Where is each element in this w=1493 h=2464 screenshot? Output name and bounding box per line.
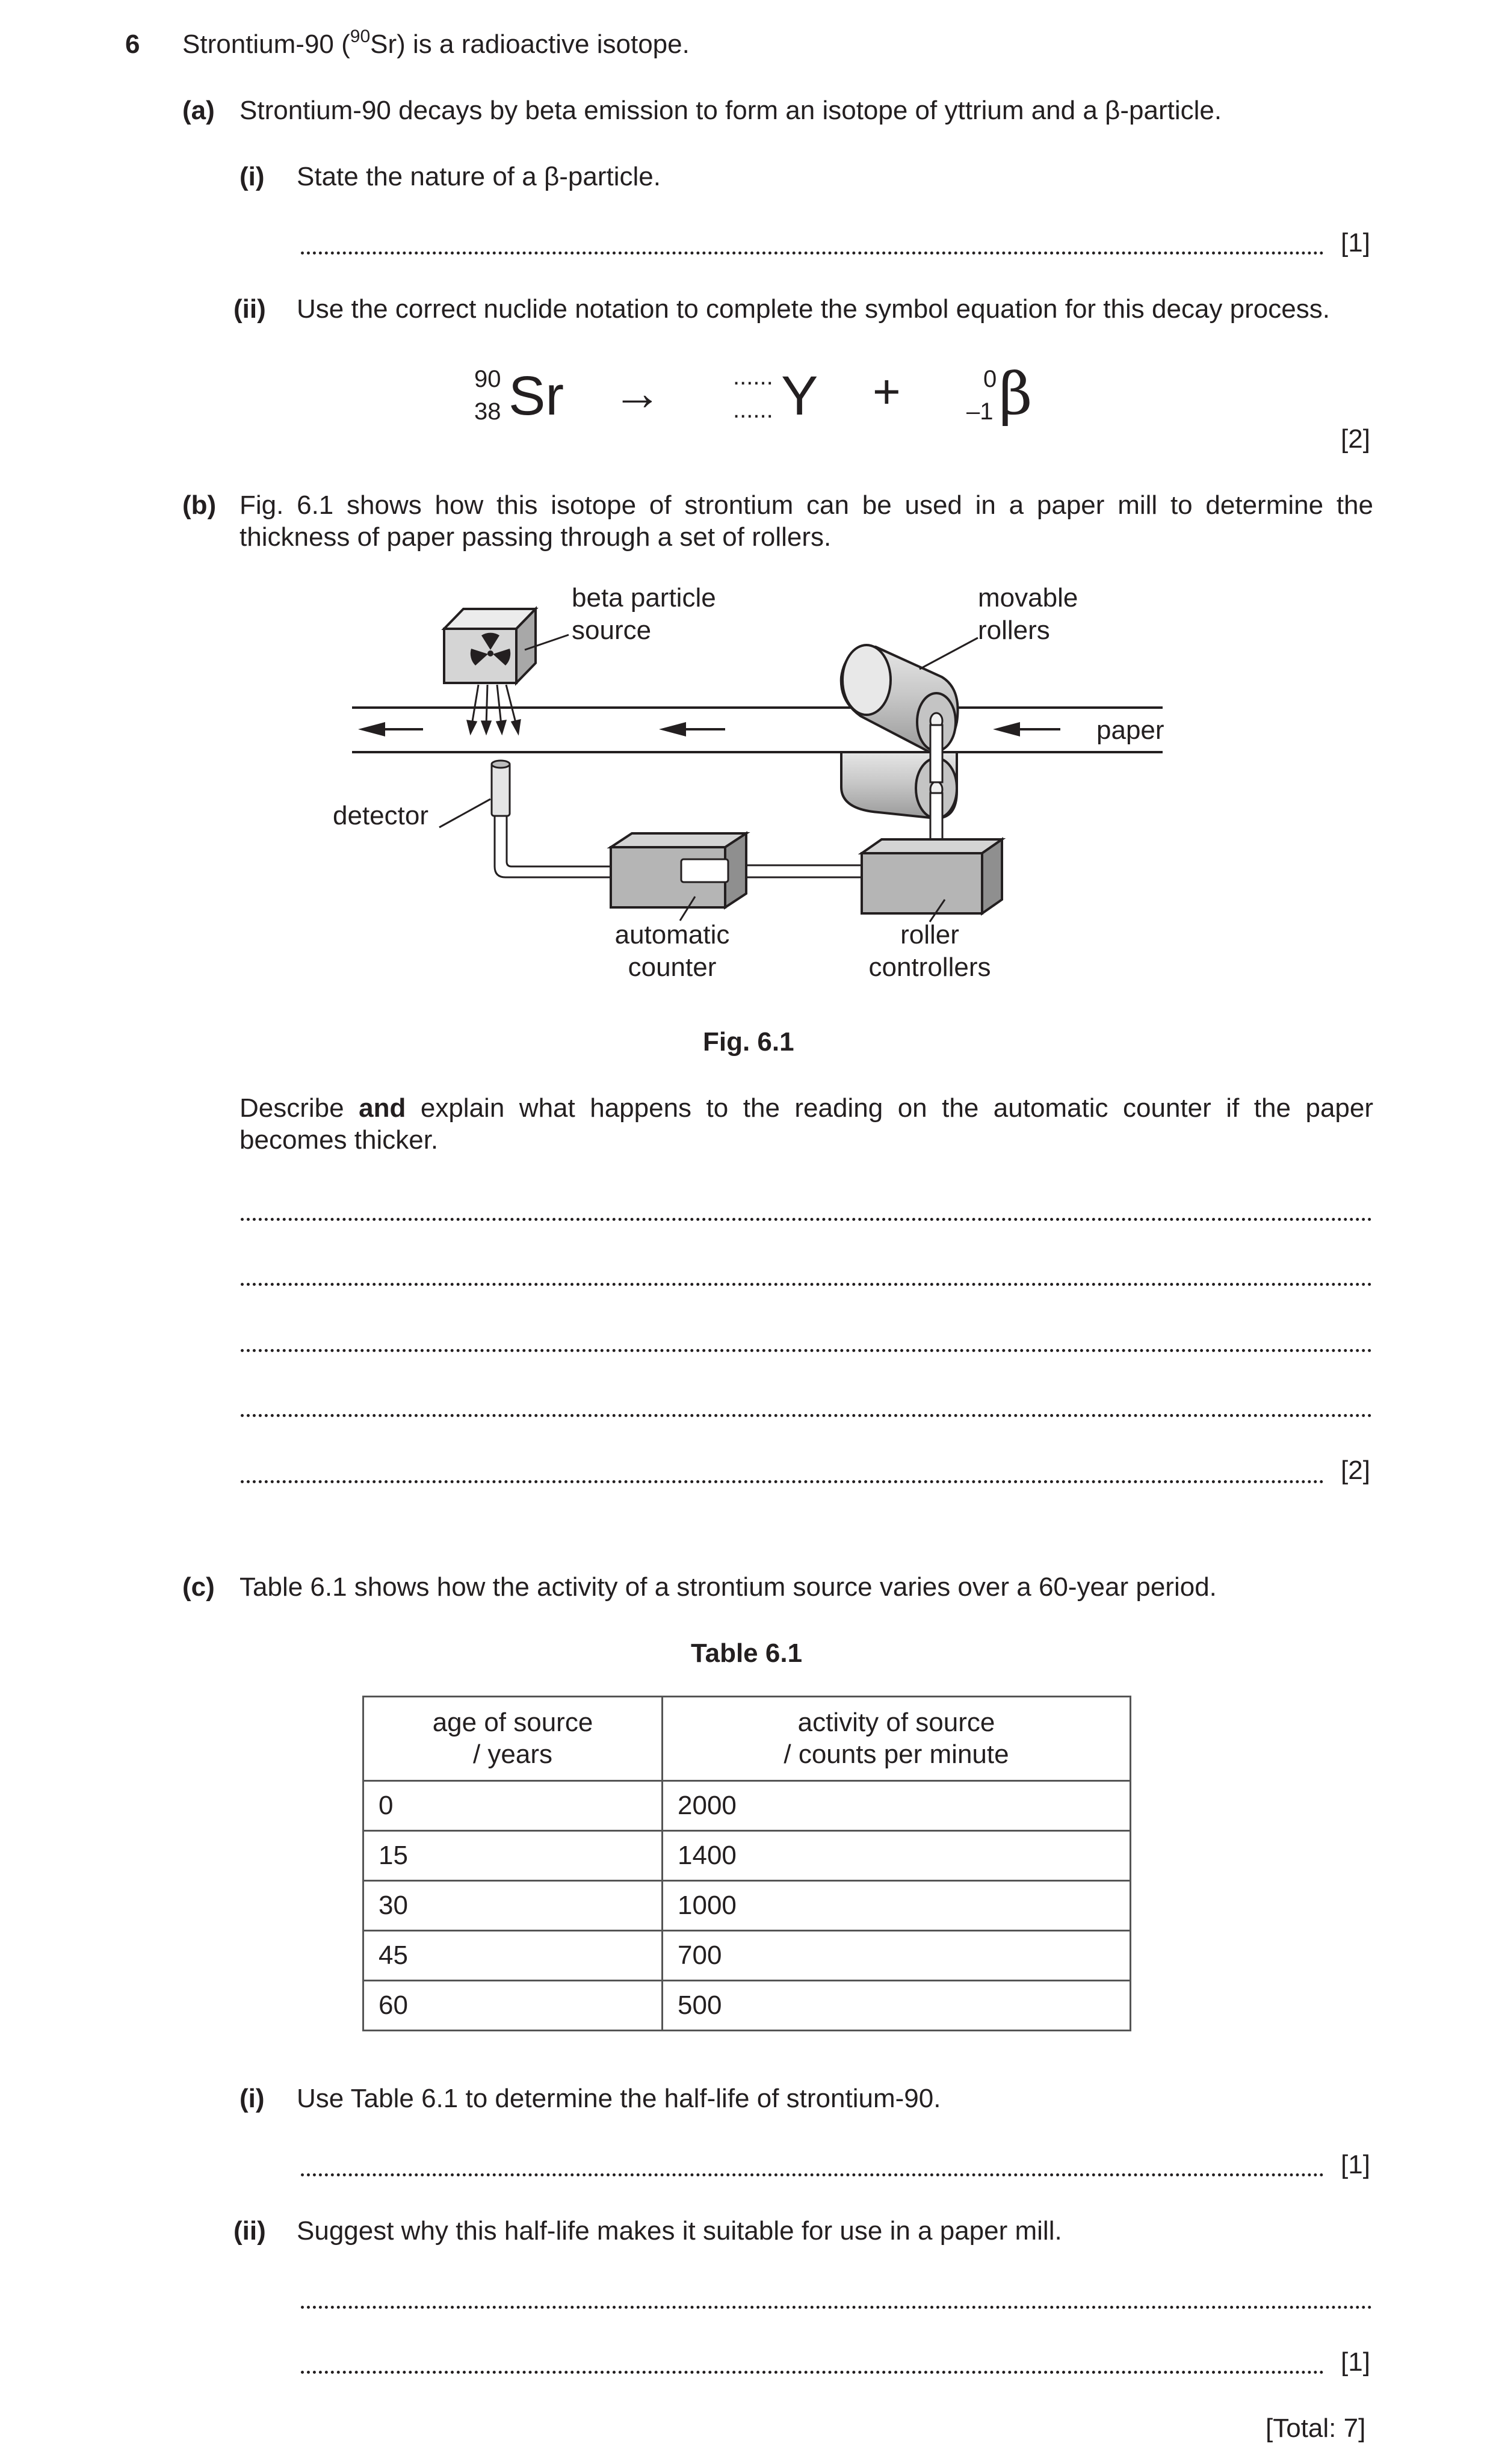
cell-age: 60 bbox=[363, 1981, 663, 2031]
detector bbox=[492, 761, 510, 816]
table-row bbox=[363, 1981, 1131, 2031]
table-row bbox=[363, 1931, 1131, 1981]
label-counter-line-2: counter bbox=[628, 953, 717, 982]
detector-cable bbox=[507, 816, 611, 866]
beta-symbol: β bbox=[999, 360, 1033, 428]
paper-direction-arrow bbox=[659, 722, 725, 736]
label-source-line-2: source bbox=[572, 616, 652, 645]
label-detector: detector bbox=[333, 801, 428, 830]
part-a-i-text: State the nature of a β-particle. bbox=[297, 162, 661, 191]
y-atomic-blank[interactable]: ...... bbox=[733, 397, 773, 423]
table-row bbox=[363, 1831, 1131, 1881]
part-a-ii-text: Use the correct nuclide notation to complete the symbol equation for this decay process. bbox=[297, 294, 1330, 324]
reaction-arrow: → bbox=[613, 366, 662, 421]
cell-activity: 700 bbox=[663, 1931, 1131, 1981]
answer-line-c-ii-2[interactable] bbox=[301, 2371, 1324, 2374]
label-controllers-line-2: controllers bbox=[868, 953, 991, 982]
detector-leader-line bbox=[439, 799, 490, 827]
table-row bbox=[363, 1881, 1131, 1931]
answer-line-b-1[interactable] bbox=[241, 1218, 1372, 1221]
cell-activity: 2000 bbox=[663, 1781, 1131, 1831]
table-row bbox=[363, 1781, 1131, 1831]
part-a-text: Strontium-90 decays by beta emission to form an isotope of yttrium and a β-particle. bbox=[240, 96, 1222, 125]
beta-atomic-number: –1 bbox=[966, 398, 994, 425]
paper-direction-arrow bbox=[993, 722, 1060, 736]
cell-activity: 1000 bbox=[663, 1881, 1131, 1931]
y-mass-blank[interactable]: ...... bbox=[733, 363, 773, 390]
paper-direction-arrow bbox=[358, 722, 423, 736]
answer-line-b-5[interactable] bbox=[241, 1480, 1324, 1483]
label-source-line-1: beta particle bbox=[572, 583, 716, 613]
sr-atomic-number: 38 bbox=[474, 398, 501, 425]
cell-activity: 500 bbox=[663, 1981, 1131, 2031]
part-a-i-label: (i) bbox=[240, 162, 265, 191]
question-pre: Describe bbox=[240, 1093, 359, 1123]
mark-b: [2] bbox=[1341, 1456, 1370, 1485]
label-counter-line-1: automatic bbox=[614, 920, 730, 949]
figure-6-1 bbox=[0, 0, 1493, 1035]
answer-line-b-4[interactable] bbox=[241, 1414, 1372, 1417]
part-c-i-text: Use Table 6.1 to determine the half-life of strontium-90. bbox=[297, 2084, 941, 2113]
table-6-1 bbox=[362, 1696, 1131, 2031]
roller-controllers-box bbox=[862, 839, 1002, 913]
cell-activity: 1400 bbox=[663, 1831, 1131, 1881]
sr-symbol: Sr bbox=[508, 365, 564, 427]
cell-age: 0 bbox=[363, 1781, 663, 1831]
part-a-label: (a) bbox=[182, 96, 215, 125]
question-number: 6 bbox=[125, 29, 140, 59]
table-header-age: age of source / years bbox=[363, 1697, 663, 1781]
table-header-row bbox=[363, 1697, 1131, 1781]
figure-caption: Fig. 6.1 bbox=[703, 1027, 794, 1057]
intro-pre: Strontium-90 ( bbox=[182, 29, 350, 59]
detector-cable bbox=[495, 816, 611, 877]
total-marks: [Total: 7] bbox=[1266, 2413, 1366, 2443]
part-c-ii-label: (ii) bbox=[233, 2216, 266, 2246]
cell-age: 45 bbox=[363, 1931, 663, 1981]
answer-line-b-3[interactable] bbox=[241, 1349, 1372, 1352]
part-a-ii-label: (ii) bbox=[233, 294, 266, 324]
part-c-label: (c) bbox=[182, 1572, 215, 1602]
intro-superscript: 90 bbox=[350, 26, 371, 46]
part-b-text: Fig. 6.1 shows how this isotope of strontium can be used in a paper mill to determine the thickness of paper passing through a set of rollers. bbox=[240, 490, 1373, 552]
intro-post: Sr) is a radioactive isotope. bbox=[370, 29, 690, 59]
cell-age: 30 bbox=[363, 1881, 663, 1931]
answer-line-b-2[interactable] bbox=[241, 1283, 1372, 1286]
plus-sign: + bbox=[873, 365, 901, 418]
mark-a-i: [1] bbox=[1341, 228, 1370, 258]
label-rollers-line-2: rollers bbox=[978, 616, 1050, 645]
question-bold: and bbox=[359, 1093, 406, 1123]
mark-c-i: [1] bbox=[1341, 2150, 1370, 2179]
beta-mass-number: 0 bbox=[983, 366, 997, 392]
label-controllers-line-1: roller bbox=[900, 920, 959, 949]
sr-mass-number: 90 bbox=[474, 366, 501, 392]
part-c-ii-text: Suggest why this half-life makes it suitable for use in a paper mill. bbox=[297, 2216, 1062, 2246]
cell-age: 15 bbox=[363, 1831, 663, 1881]
rollers-leader-line bbox=[920, 638, 978, 669]
table-header-activity: activity of source / counts per minute bbox=[663, 1697, 1131, 1781]
automatic-counter-box bbox=[611, 833, 746, 907]
part-c-text: Table 6.1 shows how the activity of a strontium source varies over a 60-year period. bbox=[240, 1572, 1217, 1602]
part-b-label: (b) bbox=[182, 490, 217, 520]
mark-c-ii: [1] bbox=[1341, 2347, 1370, 2377]
y-symbol: Y bbox=[781, 365, 818, 427]
table-caption: Table 6.1 bbox=[691, 1638, 803, 1668]
question-post: explain what happens to the reading on the automatic counter if the paper becomes thicker. bbox=[240, 1093, 1374, 1155]
answer-line-c-ii-1[interactable] bbox=[301, 2306, 1372, 2309]
label-paper: paper bbox=[1096, 715, 1164, 745]
part-c-i-label: (i) bbox=[240, 2084, 265, 2113]
mark-a-ii: [2] bbox=[1341, 424, 1370, 454]
part-b-question bbox=[240, 1093, 1373, 1156]
answer-line-c-i[interactable] bbox=[301, 2173, 1324, 2176]
label-rollers-line-1: movable bbox=[978, 583, 1078, 613]
